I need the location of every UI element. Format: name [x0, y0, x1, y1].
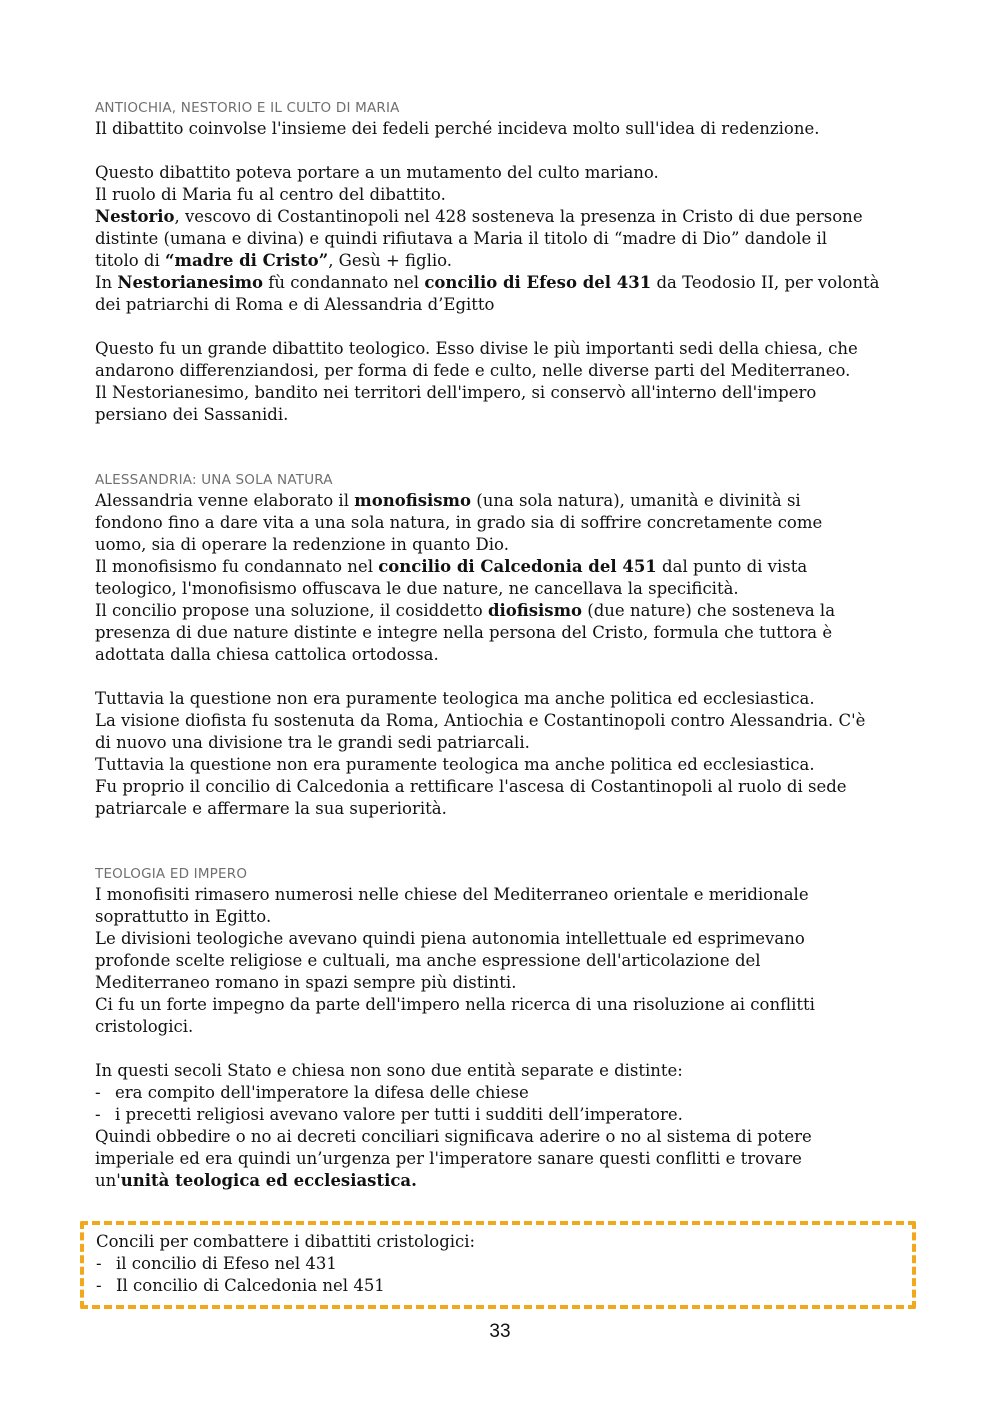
list-item: - Il concilio di Calcedonia nel 451 [96, 1276, 385, 1295]
bold-term: Nestorianesimo [117, 273, 264, 292]
paragraph-line: soprattutto in Egitto. [95, 907, 272, 926]
paragraph-line: Questo fu un grande dibattito teologico. Esso divise le più importanti sedi della chiesa, che [95, 339, 858, 358]
list-item: - era compito dell'imperatore la difesa delle chiese [95, 1083, 529, 1102]
paragraph-line: imperiale ed era quindi un’urgenza per l'imperatore sanare questi conflitti e trovare [95, 1149, 802, 1168]
paragraph-line: La visione diofista fu sostenuta da Roma, Antiochia e Costantinopoli contro Alessandria. C'è [95, 711, 866, 730]
paragraph-line: persiano dei Sassanidi. [95, 405, 289, 424]
paragraph-line: Fu proprio il concilio di Calcedonia a rettificare l'ascesa di Costantinopoli al ruolo di sede [95, 777, 847, 796]
paragraph-line: profonde scelte religiose e cultuali, ma anche espressione dell'articolazione del [95, 951, 761, 970]
paragraph-line: uomo, sia di operare la redenzione in quanto Dio. [95, 535, 509, 554]
paragraph-line: dei patriarchi di Roma e di Alessandria d’Egitto [95, 295, 495, 314]
paragraph-line: titolo di “madre di Cristo”, Gesù + figlio. [95, 251, 453, 270]
paragraph-line: Le divisioni teologiche avevano quindi piena autonomia intellettuale ed esprimevano [95, 929, 805, 948]
paragraph-line: In questi secoli Stato e chiesa non sono due entità separate e distinte: [95, 1061, 683, 1080]
bold-term: concilio di Calcedonia del 451 [378, 557, 657, 576]
paragraph-line: distinte (umana e divina) e quindi rifiutava a Maria il titolo di “madre di Dio” dandole il [95, 229, 828, 248]
paragraph-line: Nestorio, vescovo di Costantinopoli nel 428 sosteneva la presenza in Cristo di due persone [95, 207, 863, 226]
bold-term: “madre di Cristo” [165, 251, 329, 270]
section-heading: TEOLOGIA ED IMPERO [95, 866, 248, 882]
paragraph-line: patriarcale e affermare la sua superiorità. [95, 799, 447, 818]
bold-term: unità teologica ed ecclesiastica. [120, 1171, 417, 1190]
summary-box [80, 1221, 916, 1309]
section-heading: ALESSANDRIA: UNA SOLA NATURA [95, 472, 333, 488]
paragraph-line: un'unità teologica ed ecclesiastica. [95, 1171, 417, 1190]
paragraph-line: fondono fino a dare vita a una sola natura, in grado sia di soffrire concretamente come [95, 513, 823, 532]
bullet-dash: - [96, 1254, 102, 1273]
paragraph-line: Mediterraneo romano in spazi sempre più distinti. [95, 973, 517, 992]
paragraph-line: Il ruolo di Maria fu al centro del dibattito. [95, 185, 446, 204]
paragraph-line: adottata dalla chiesa cattolica ortodossa. [95, 645, 439, 664]
paragraph-line: I monofisiti rimasero numerosi nelle chiese del Mediterraneo orientale e meridionale [95, 885, 809, 904]
page-number: 33 [489, 1321, 511, 1342]
paragraph-line: Alessandria venne elaborato il monofisismo (una sola natura), umanità e divinità si [95, 491, 801, 510]
paragraph-line: andarono differenziandosi, per forma di fede e culto, nelle diverse parti del Mediterraneo. [95, 361, 851, 380]
bullet-dash: - [95, 1083, 101, 1102]
bullet-dash: - [95, 1105, 101, 1124]
list-item: - il concilio di Efeso nel 431 [96, 1254, 337, 1273]
summary-title: Concili per combattere i dibattiti cristologici: [96, 1232, 476, 1251]
paragraph-line: Questo dibattito poteva portare a un mutamento del culto mariano. [95, 163, 659, 182]
paragraph-line: Il monofisismo fu condannato nel concilio di Calcedonia del 451 dal punto di vista [95, 557, 808, 576]
bullet-dash: - [96, 1276, 102, 1295]
paragraph-line: teologico, l'monofisismo offuscava le due nature, ne cancellava la specificità. [95, 579, 739, 598]
list-item: - i precetti religiosi avevano valore per tutti i sudditi dell’imperatore. [95, 1105, 683, 1124]
paragraph-line: Tuttavia la questione non era puramente teologica ma anche politica ed ecclesiastica. [95, 689, 815, 708]
paragraph-line: Il concilio propose una soluzione, il cosiddetto diofisismo (due nature) che sosteneva la [95, 601, 836, 620]
section-heading: ANTIOCHIA, NESTORIO E IL CULTO DI MARIA [95, 100, 400, 116]
bold-term: Nestorio [95, 207, 175, 226]
paragraph-line: Il Nestorianesimo, bandito nei territori dell'impero, si conservò all'interno dell'impero [95, 383, 817, 402]
paragraph-line: Quindi obbedire o no ai decreti conciliari significava aderire o no al sistema di potere [95, 1127, 812, 1146]
paragraph-line: cristologici. [95, 1017, 194, 1036]
paragraph-line: In Nestorianesimo fù condannato nel concilio di Efeso del 431 da Teodosio II, per volontà [95, 273, 880, 292]
paragraph-line: Ci fu un forte impegno da parte dell'impero nella ricerca di una risoluzione ai conflitti [95, 995, 815, 1014]
bold-term: monofisismo [354, 491, 472, 510]
paragraph-line: di nuovo una divisione tra le grandi sedi patriarcali. [95, 733, 530, 752]
bold-term: concilio di Efeso del 431 [424, 273, 652, 292]
page-content [95, 98, 915, 1192]
paragraph-line: Il dibattito coinvolse l'insieme dei fedeli perché incideva molto sull'idea di redenzione. [95, 119, 820, 138]
paragraph-line: Tuttavia la questione non era puramente teologica ma anche politica ed ecclesiastica. [95, 755, 815, 774]
paragraph-line: presenza di due nature distinte e integre nella persona del Cristo, formula che tuttora è [95, 623, 833, 642]
bold-term: diofisismo [487, 601, 583, 620]
